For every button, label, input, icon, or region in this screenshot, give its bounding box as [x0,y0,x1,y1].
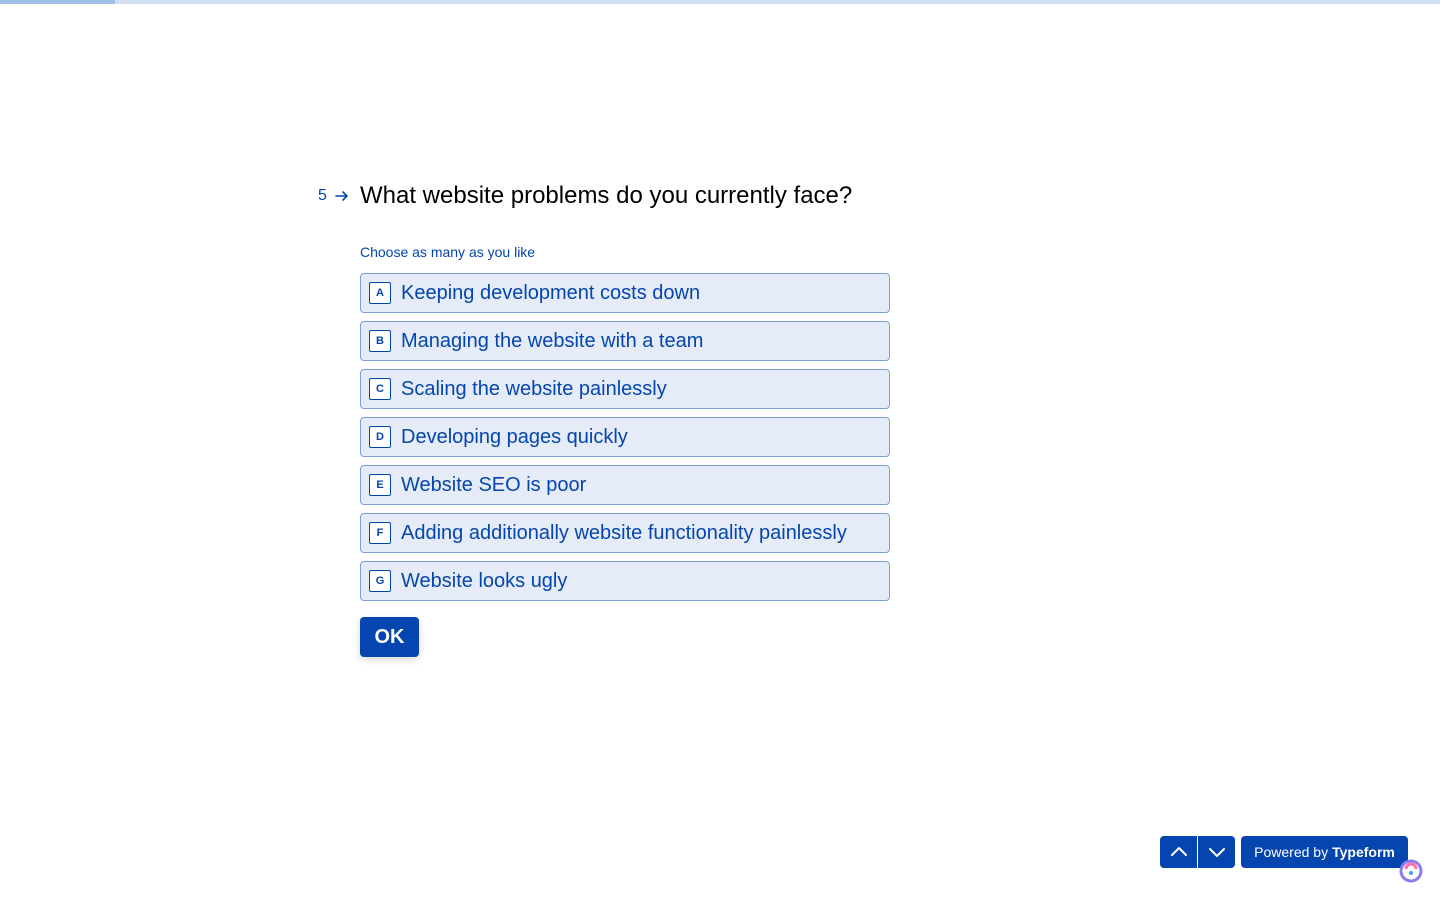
navigation-controls [1160,836,1235,868]
progress-fill [0,0,115,4]
choice-label: Scaling the website painlessly [401,377,667,400]
choice-g[interactable] [360,561,890,601]
choice-key: E [369,474,391,496]
progress-bar [0,0,1440,4]
chevron-up-icon [1169,842,1189,862]
choice-label: Keeping development costs down [401,281,701,304]
choice-key: D [369,426,391,448]
question-hint: Choose as many as you like [360,244,536,260]
next-question-button[interactable] [1198,836,1235,868]
choice-label: Website looks ugly [401,569,568,592]
powered-by-brand: Typeform [1332,844,1395,860]
choice-e[interactable] [360,465,890,505]
assistant-bubble-icon[interactable] [1398,858,1424,884]
choice-label: Developing pages quickly [401,425,628,448]
previous-question-button[interactable] [1160,836,1197,868]
choice-label: Managing the website with a team [401,329,704,352]
choice-d[interactable] [360,417,890,457]
question-header [318,178,918,214]
powered-by-typeform-link[interactable] [1241,836,1408,868]
choice-a[interactable] [360,273,890,313]
choice-key: G [369,570,391,592]
ok-button[interactable]: OK [360,617,419,657]
choice-c[interactable] [360,369,890,409]
choice-list [360,273,890,609]
choice-key: A [369,282,391,304]
choice-b[interactable] [360,321,890,361]
choice-label: Adding additionally website functionality painlessly [401,521,847,544]
arrow-right-icon [334,188,350,204]
choice-label: Website SEO is poor [401,473,587,496]
powered-by-prefix: Powered by [1254,844,1329,860]
question-number: 5 [318,187,327,204]
choice-f[interactable] [360,513,890,553]
question-title: What website problems do you currently face? [360,182,853,209]
choice-key: F [369,522,391,544]
choice-key: C [369,378,391,400]
choice-key: B [369,330,391,352]
chevron-down-icon [1207,842,1227,862]
